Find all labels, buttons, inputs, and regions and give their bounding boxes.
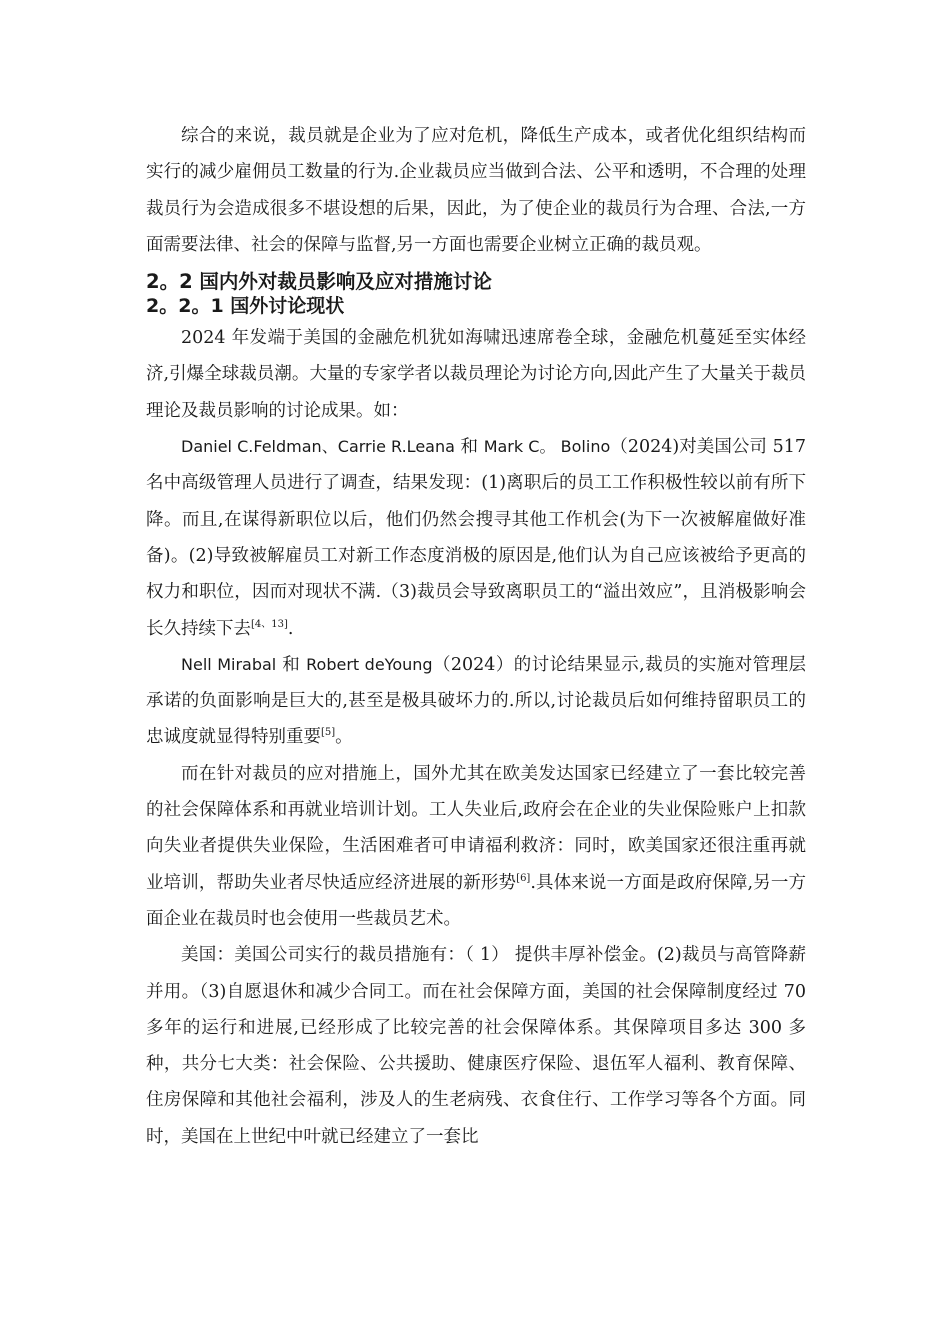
- subsection-heading: 2。2。1 国外讨论现状: [146, 295, 345, 318]
- section-heading: 2。2 国内外对裁员影响及应对措施讨论: [146, 270, 492, 294]
- paragraph-financial-crisis: 2024 年发端于美国的金融危机犹如海啸迅速席卷全球，金融危机蔓延至实体经济,引爆全球裁员潮。大量的专家学者以裁员理论为讨论方向,因此产生了大量关于裁员理论及裁员影响的讨论成果。如：: [146, 328, 806, 421]
- paragraph-countermeasures: 而在针对裁员的应对措施上，国外尤其在欧美发达国家已经建立了一套比较完善的社会保障体系和再就业培训计划。工人失业后,政府会在企业的失业保险账户上扣款向失业者提供失业保险，生活困难者可申请福利救济：同时，欧美国家还很注重再就业培训，帮助失业者尽快适应经济进展的新形势[6].具体来说一方面是政府保障,另一方面企业在裁员时也会使用一些裁员艺术。: [146, 763, 807, 929]
- author-name: Robert deYoung: [306, 654, 433, 674]
- author-names: Daniel C.Feldman、Carrie R.Leana: [181, 437, 455, 457]
- citation-ref: [4、13]: [251, 618, 288, 630]
- author-name: Nell Mirabal: [181, 654, 277, 674]
- citation-ref: [5]: [321, 727, 336, 739]
- paragraph-summary: 综合的来说，裁员就是企业为了应对危机，降低生产成本，或者优化组织结构而实行的减少雇佣员工数量的行为.企业裁员应当做到合法、公平和透明，不合理的处理裁员行为会造成很多不堪设想的后果，因此，为了使企业的裁员行为合理、合法,一方面需要法律、社会的保障与监督,另一方面也需要企业树立正确的裁员观。: [146, 126, 806, 255]
- author-name: Mark C。 Bolino: [483, 437, 611, 457]
- document-page: [146, 118, 806, 1155]
- paragraph-usa: 美国：美国公司实行的裁员措施有：（ 1） 提供丰厚补偿金。(2)裁员与高管降薪并用。（3)自愿退休和减少合同工。而在社会保障方面，美国的社会保障制度经过 70 多年的运行和进展,已经形成了比较完善的社会保障体系。其保障项目多达 300 多种，共分七大类：社会保险、公共援助、健康医疗保险、退伍军人福利、教育保障、住房保障和其他社会福利，涉及人的生老病残、衣食住行、工作学习等各个方面。同时，美国在上世纪中叶就已经建立了一套比: [146, 945, 806, 1147]
- paragraph-feldman-study: Daniel C.Feldman、Carrie R.Leana 和 Mark C。 Bolino（2024)对美国公司 517 名中高级管理人员进行了调查，结果发现：(1)离职后的员工工作积极性较以前有所下降。而且,在谋得新职位以后，他们仍然会搜寻其他工作机会(为下一次被解雇做好准备)。(2)导致被解雇员工对新工作态度消极的原因是,他们认为自己应该被给予更高的权力和职位，因而对现状不满.（3)裁员会导致离职员工的“溢出效应”，且消极影响会长久持续下去[4、13].: [146, 437, 806, 639]
- paragraph-mirabal-study: Nell Mirabal 和 Robert deYoung（2024）的讨论结果显示,裁员的实施对管理层承诺的负面影响是巨大的,甚至是极具破坏力的.所以,讨论裁员后如何维持留职员工的忠诚度就显得特别重要[5]。: [146, 654, 806, 748]
- citation-ref: [6]: [516, 872, 531, 884]
